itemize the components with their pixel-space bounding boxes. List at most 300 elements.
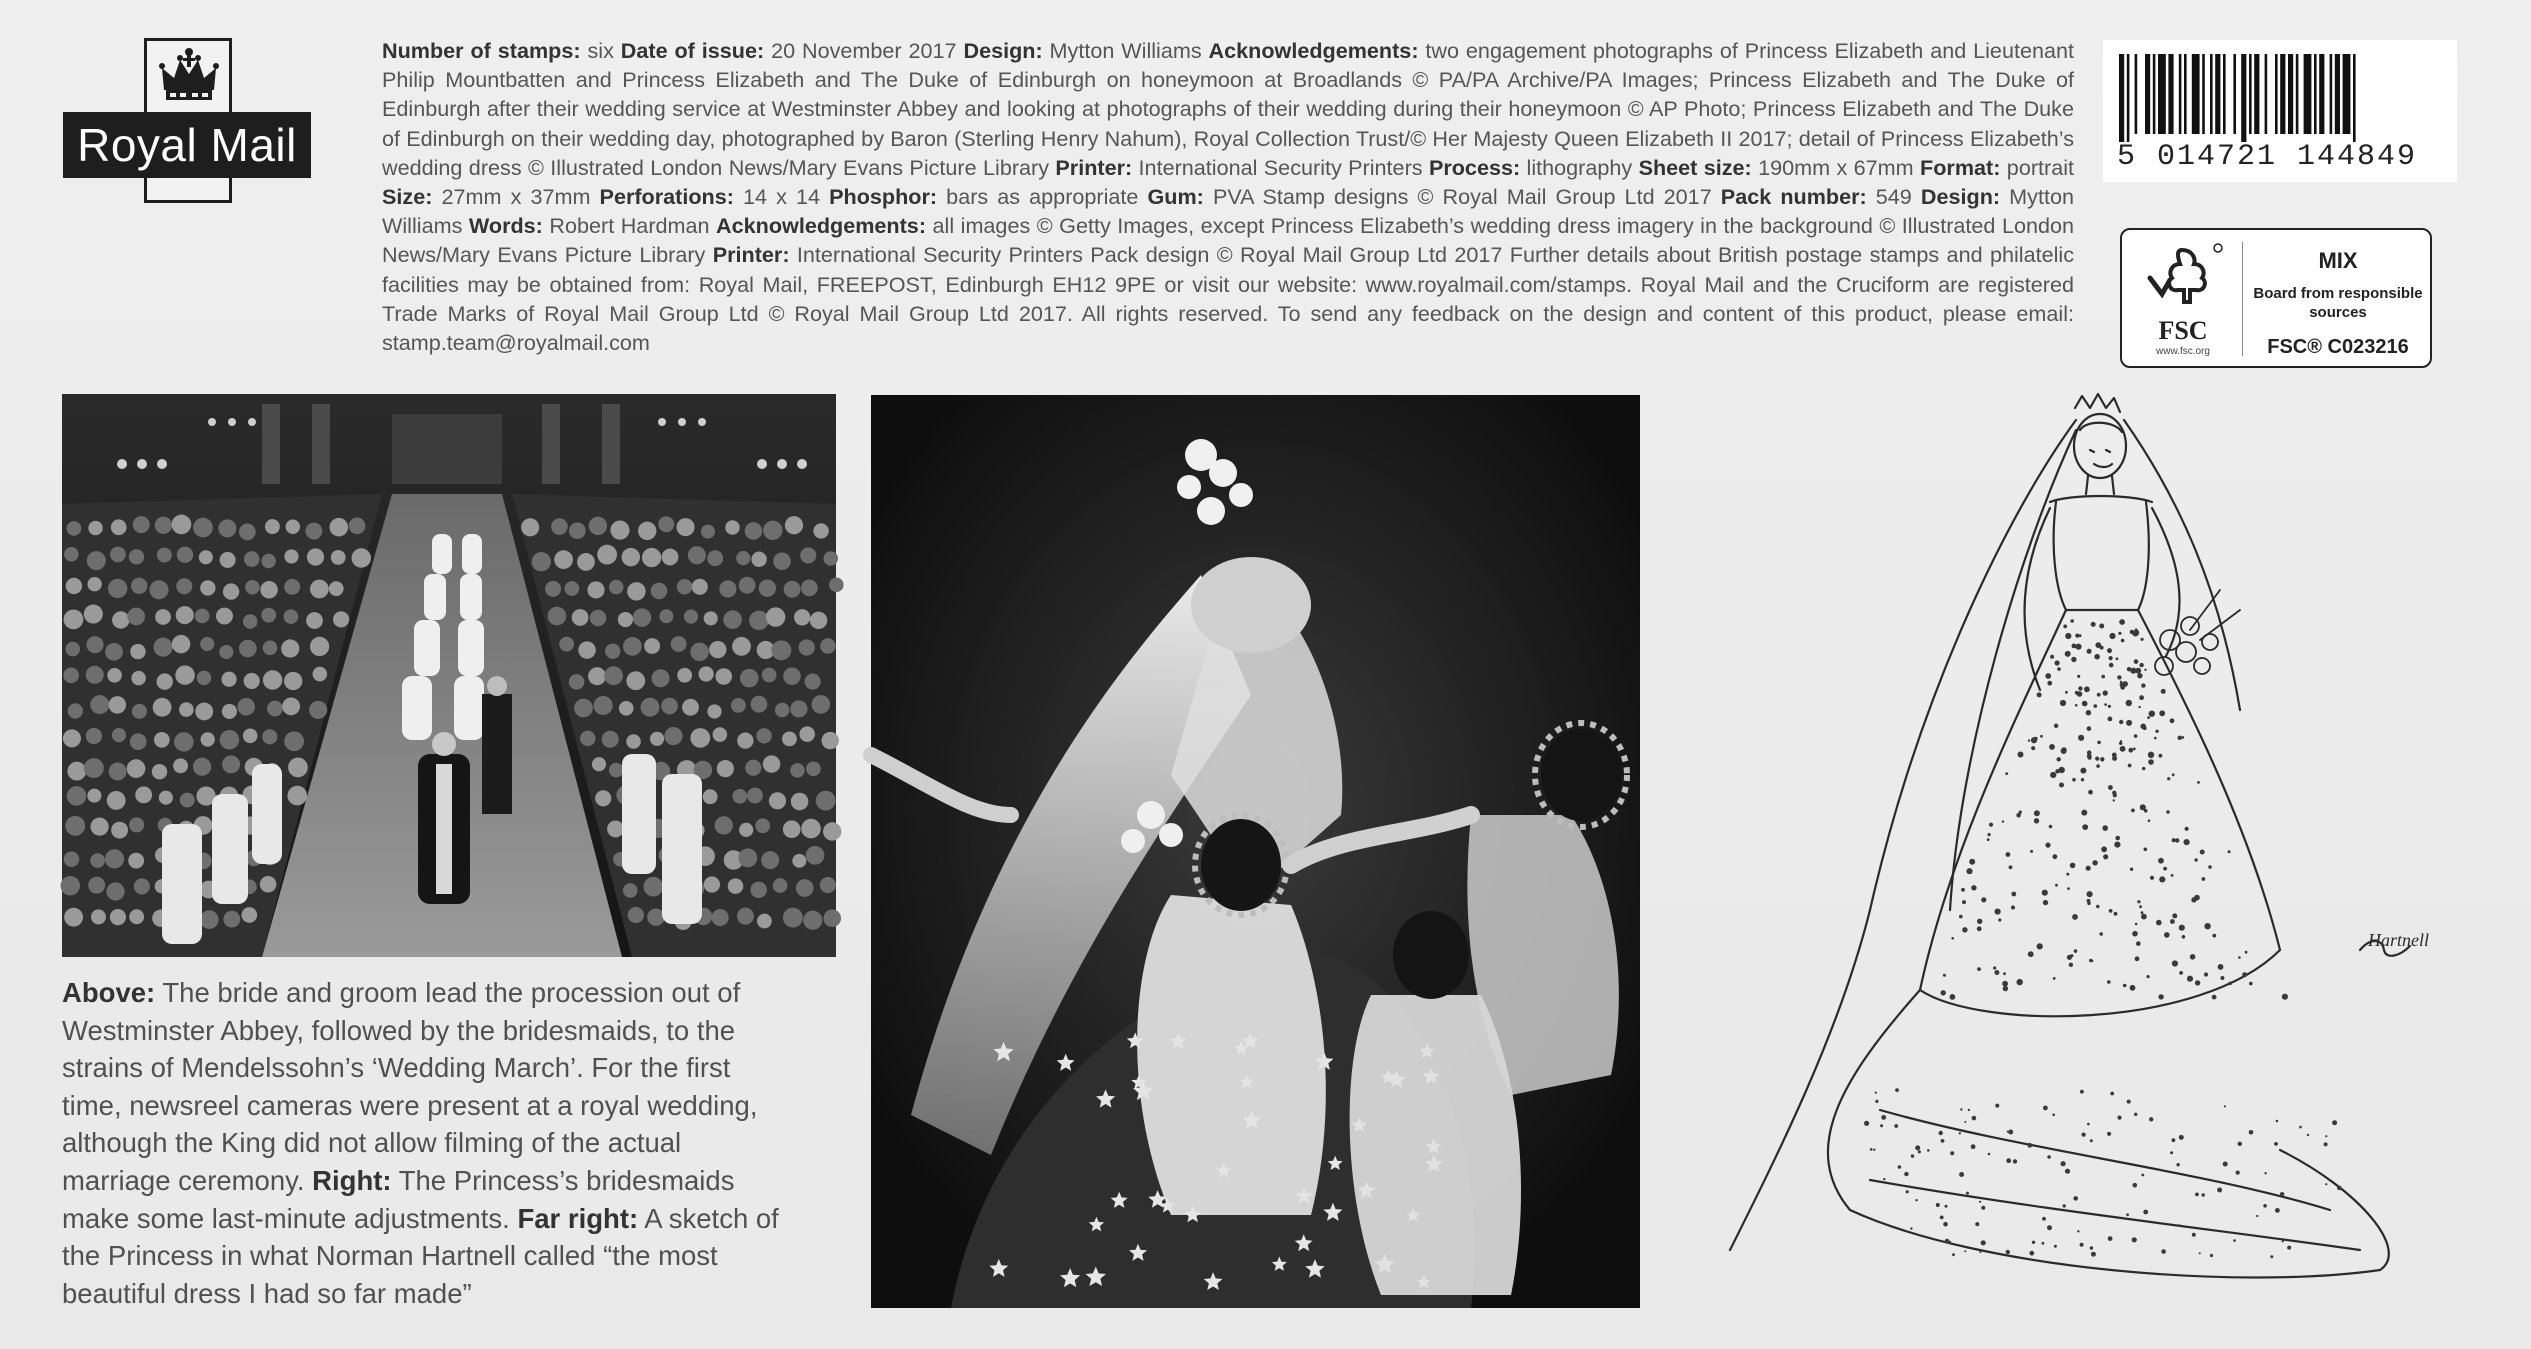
embroidery-dot [2118, 632, 2121, 635]
crowd-figure [175, 665, 194, 684]
credit-label: Acknowledgements: [1208, 38, 1419, 63]
barcode-bar [2304, 54, 2312, 134]
crowd-figure [68, 703, 83, 718]
crowd-figure [130, 733, 147, 750]
crowd-figure [90, 818, 108, 836]
crowd-figure [799, 639, 815, 655]
embroidery-dot [2170, 919, 2175, 924]
crowd-figure [715, 816, 733, 834]
embroidery-dot [1968, 1109, 1970, 1111]
crowd-figure [131, 578, 147, 594]
embroidery-dot [2134, 734, 2138, 738]
embroidery-dot [2097, 741, 2101, 745]
embroidery-dot [1964, 1121, 1966, 1123]
embroidery-dot [2167, 777, 2170, 780]
embroidery-dot [2006, 1250, 2010, 1254]
crowd-figure [749, 611, 769, 631]
crowd-figure [130, 644, 145, 659]
crowd-figure [521, 518, 539, 536]
embroidery-dot [2249, 982, 2253, 986]
crowd-figure [756, 728, 771, 743]
crowd-figure [195, 703, 213, 721]
crowd-figure [651, 583, 668, 600]
dress-sketch [1720, 390, 2429, 1300]
fsc-label [2120, 228, 2432, 368]
embroidery-dot [1977, 967, 1981, 971]
embroidery-dot [2182, 935, 2186, 939]
embroidery-dot [2132, 931, 2138, 937]
embroidery-dot [2332, 1120, 2337, 1125]
embroidery-dot [2116, 657, 2119, 660]
embroidery-dot [2228, 850, 2231, 853]
embroidery-dot [2134, 1113, 2137, 1116]
crowd-figure [790, 763, 804, 777]
crowd-figure [134, 878, 150, 894]
crowd-figure [262, 729, 277, 744]
crowd-figure [707, 704, 721, 718]
crowd-figure [801, 580, 818, 597]
embroidery-dot [1979, 1201, 1981, 1203]
embroidery-dot [2019, 811, 2022, 814]
embroidery-dot [2218, 964, 2224, 970]
crowd-figure [110, 909, 126, 925]
credit-label: Pack number: [1720, 184, 1867, 210]
crowd-figure [349, 517, 366, 534]
embroidery-dot [2143, 726, 2147, 730]
embroidery-dot [1981, 1240, 1986, 1245]
crowd-figure [86, 728, 102, 744]
embroidery-dot [1988, 1153, 1991, 1156]
crowd-figure [592, 757, 606, 771]
embroidery-dot [2194, 858, 2197, 861]
embroidery-dot [2049, 825, 2053, 829]
embroidery-dot [2149, 711, 2155, 717]
crowd-figure [200, 910, 219, 929]
crowd-figure [111, 822, 128, 839]
embroidery-dot [2127, 1100, 2131, 1104]
embroidery-dot [2089, 959, 2093, 963]
barcode-bar [2135, 54, 2138, 134]
crowd-figure [623, 637, 642, 656]
embroidery-dot [2109, 656, 2113, 660]
embroidery-dot [2088, 756, 2092, 760]
embroidery-dot [2031, 746, 2035, 750]
embroidery-dot [2115, 836, 2120, 841]
crowd-figure [88, 877, 105, 894]
crowd-figure [690, 643, 709, 662]
embroidery-dot [2139, 695, 2144, 700]
credits-text [382, 36, 2074, 357]
credit-value: portrait [2000, 154, 2075, 180]
crowd-figure [623, 883, 638, 898]
embroidery-dot [2137, 673, 2142, 678]
embroidery-dot [2084, 686, 2090, 692]
barcode-bar [2288, 54, 2293, 134]
embroidery-dot [2091, 622, 2096, 627]
embroidery-dot [2137, 900, 2140, 903]
credit-value: 14 x 14 [733, 184, 830, 210]
embroidery-dot [2075, 704, 2078, 707]
crowd-figure [87, 789, 101, 803]
credit-label: Size: [382, 184, 433, 210]
embroidery-dot [2210, 1254, 2213, 1257]
crowd-figure [128, 853, 144, 869]
crowd-figure [239, 524, 256, 541]
crowd-figure [641, 698, 660, 717]
crowd-figure [90, 695, 109, 714]
embroidery-dot [1880, 1124, 1883, 1127]
embroidery-dot [1883, 1178, 1885, 1180]
crowd-figure [64, 851, 80, 867]
embroidery-dot [1941, 990, 1946, 995]
credit-value: PVA Stamp designs © Royal Mail Group Ltd 2017 [1203, 184, 1721, 210]
barcode-bar [2153, 54, 2156, 134]
embroidery-dot [1962, 900, 1966, 904]
embroidery-dot [2002, 820, 2004, 822]
embroidery-dot [2065, 691, 2068, 694]
embroidery-dot [2087, 649, 2092, 654]
crowd-figure [154, 732, 170, 748]
embroidery-dot [2204, 923, 2210, 929]
barcode-digits: 5 014721 144849 [2117, 140, 2418, 174]
embroidery-dot [2138, 706, 2140, 708]
crowd-figure [823, 822, 841, 840]
barcode-bar [2210, 54, 2213, 134]
crowd-figure [112, 611, 129, 628]
embroidery-dot [2171, 874, 2174, 877]
crowd-figure [650, 732, 664, 746]
crowd-figure [282, 697, 300, 715]
embroidery-dot [2063, 625, 2067, 629]
embroidery-dot [2100, 757, 2104, 761]
embroidery-dot [2107, 1132, 2111, 1136]
embroidery-dot [1918, 1150, 1921, 1153]
barcode-bar [2335, 54, 2340, 134]
crowd-figure [605, 643, 620, 658]
embroidery-dot [2057, 757, 2061, 761]
embroidery-dot [2034, 818, 2039, 823]
crowd-figure [574, 699, 593, 718]
crowd-figure [197, 671, 211, 685]
embroidery-dot [2112, 756, 2117, 761]
fsc-divider [2242, 242, 2243, 356]
crowd-figure [589, 517, 607, 535]
embroidery-dot [2108, 785, 2113, 790]
credit-label: Printer: [1055, 154, 1133, 180]
embroidery-dot [2060, 700, 2066, 706]
crowd-figure [771, 640, 791, 660]
embroidery-dot [2204, 972, 2208, 976]
crowd-figure [773, 552, 791, 570]
crowd-figure [595, 790, 611, 806]
embroidery-dot [2042, 890, 2048, 896]
credit-label: Design: [963, 38, 1043, 63]
crowd-figure [176, 606, 194, 624]
embroidery-dot [2100, 646, 2104, 650]
embroidery-dot [2072, 778, 2076, 782]
embroidery-dot [2130, 985, 2136, 991]
embroidery-dot [2238, 1142, 2242, 1146]
embroidery-dot [2080, 1090, 2084, 1094]
credit-value: two engagement photographs of Princess Elizabeth and Lieutenant Philip Mountbatten and Princess Elizabeth and The Duke of Edinburgh on honeymoon at Broadlands © PA/PA Archive/PA Images; Princess Elizabeth and The Duke of Edinburgh after their wedding service at Westminster Abbey and looking at photographs of their wedding during their honeymoon © AP Photo; Princess Elizabeth and The Duke of Edinburgh on their wedding day, photographed by Baron (Sterling Henry Nahum), Royal Collection Trust/© Her Majesty Queen Elizabeth II 2017; detail of Princess Elizabeth’s wedding dress © Illustrated London News/Mary Evans Picture Library [382, 38, 2074, 180]
embroidery-dot [2077, 1230, 2079, 1232]
embroidery-dot [1962, 927, 1967, 932]
embroidery-dot [2066, 873, 2069, 876]
crowd-figure [284, 579, 300, 595]
embroidery-dot [2270, 1255, 2273, 1258]
embroidery-dot [2202, 1193, 2205, 1196]
embroidery-dot [2172, 773, 2175, 776]
barcode-bar [2179, 54, 2182, 134]
embroidery-dot [2149, 1117, 2153, 1121]
embroidery-dot [1915, 1199, 1917, 1201]
crowd-figure [704, 876, 720, 892]
crowd-figure [816, 791, 836, 811]
embroidery-dot [2242, 972, 2247, 977]
barcode-bar [2314, 54, 2317, 134]
embroidery-dot [2040, 735, 2043, 738]
crowd-figure [762, 668, 777, 683]
crowd-figure [261, 554, 275, 568]
crowd-figure [352, 548, 371, 567]
crowd-figure [820, 638, 835, 653]
embroidery-dot [2159, 876, 2165, 882]
crowd-figure [607, 821, 624, 838]
embroidery-dot [1943, 974, 1946, 977]
crowd-figure [709, 641, 726, 658]
crowd-figure [803, 911, 822, 930]
embroidery-dot [2135, 956, 2140, 961]
crowd-figure [736, 551, 750, 565]
crowd-figure [67, 786, 87, 806]
embroidery-dot [2133, 748, 2136, 751]
procession-photo [62, 394, 836, 957]
embroidery-dot [2094, 704, 2098, 708]
crowd-figure [602, 731, 619, 748]
crowd-figure [193, 518, 213, 538]
embroidery-dot [1864, 1121, 1869, 1126]
embroidery-dot [2126, 700, 2132, 706]
embroidery-dot [2192, 1233, 2196, 1237]
crowd-figure [737, 908, 754, 925]
sketch-signature: Hartnell [2368, 930, 2429, 950]
embroidery-dot [2133, 1183, 2138, 1188]
embroidery-dot [2121, 639, 2125, 643]
embroidery-dot [2217, 1188, 2222, 1193]
embroidery-dot [2337, 1186, 2342, 1191]
crowd-figure [195, 609, 210, 624]
embroidery-dot [2003, 986, 2008, 991]
embroidery-dot [2059, 767, 2065, 773]
embroidery-dot [2245, 951, 2248, 954]
embroidery-dot [2095, 757, 2099, 761]
barcode-bar [2254, 54, 2259, 134]
fsc-logo-text: FSC [2158, 316, 2208, 345]
crowd-figure [677, 579, 692, 594]
crowd-figure [200, 580, 215, 595]
crowd-figure [684, 609, 698, 623]
embroidery-dot [2011, 892, 2016, 897]
embroidery-dot [2054, 724, 2058, 728]
embroidery-dot [1989, 823, 1993, 827]
crowd-figure [784, 581, 801, 598]
embroidery-dot [2053, 854, 2058, 859]
crowd-figure [109, 696, 126, 713]
embroidery-dot [1936, 1203, 1940, 1207]
embroidery-dot [2172, 913, 2177, 918]
embroidery-dot [2003, 972, 2006, 975]
embroidery-dot [2187, 976, 2193, 982]
embroidery-dot [2144, 848, 2148, 852]
embroidery-dot [1959, 1172, 1964, 1177]
crowd-figure [564, 581, 579, 596]
embroidery-dot [2202, 877, 2206, 881]
embroidery-dot [2045, 673, 2051, 679]
embroidery-dot [2090, 1139, 2093, 1142]
embroidery-dot [2008, 1130, 2013, 1135]
barcode-bar [2249, 54, 2252, 134]
crowd-figure [155, 609, 171, 625]
embroidery-dot [1959, 915, 1963, 919]
embroidery-dot [1881, 1115, 1886, 1120]
embroidery-dot [2148, 752, 2154, 758]
embroidery-dot [1981, 897, 1986, 902]
crowd-figure [66, 578, 82, 594]
crowd-figure [712, 909, 729, 926]
crowd-figure [306, 612, 323, 629]
royal-mail-logo: Royal Mail [63, 112, 311, 178]
embroidery-dot [2088, 790, 2093, 795]
crowd-figure [179, 702, 194, 717]
barcode-bar [2145, 54, 2150, 134]
embroidery-dot [2009, 865, 2013, 869]
embroidery-dot [2110, 1092, 2114, 1096]
crowd-figure [243, 614, 258, 629]
crowd-figure [785, 516, 803, 534]
embroidery-dot [2072, 914, 2078, 920]
fsc-url: www.fsc.org [2156, 346, 2210, 357]
embroidery-dot [2161, 1249, 2166, 1254]
embroidery-dot [2109, 633, 2115, 639]
embroidery-dot [2113, 799, 2115, 801]
crowd-figure [67, 521, 82, 536]
embroidery-dot [2141, 1174, 2144, 1177]
embroidery-dot [2102, 825, 2108, 831]
crowd-figure [127, 759, 146, 778]
embroidery-dot [2195, 980, 2200, 985]
crowd-figure [65, 642, 80, 657]
embroidery-dot [2011, 906, 2015, 910]
embroidery-dot [2178, 1224, 2180, 1226]
crowd-figure [244, 551, 260, 567]
crowd-figure [133, 516, 150, 533]
barcode-bar [2296, 54, 2299, 134]
crowd-figure [627, 582, 646, 601]
embroidery-dot [2071, 657, 2076, 662]
embroidery-dot [2101, 675, 2105, 679]
embroidery-dot [2199, 1252, 2201, 1254]
embroidery-dot [2128, 764, 2132, 768]
embroidery-dot [2228, 982, 2232, 986]
crowd-figure [91, 909, 106, 924]
crowd-figure [159, 791, 173, 805]
crowd-figure [677, 668, 692, 683]
barcode-bar [2343, 54, 2351, 134]
crowd-figure [86, 666, 104, 684]
crowd-figure [84, 604, 103, 623]
embroidery-dot [1952, 1253, 1955, 1256]
crowd-figure [88, 521, 102, 535]
crowd-figure [173, 758, 188, 773]
embroidery-dot [2072, 644, 2077, 649]
crowd-figure [792, 854, 806, 868]
credit-value: 20 November 2017 [764, 38, 964, 63]
caption-label: Above: [62, 977, 156, 1008]
embroidery-dot [2148, 819, 2151, 822]
embroidery-dot [2120, 681, 2122, 683]
crowd-figure [305, 523, 322, 540]
embroidery-dot [2096, 905, 2099, 908]
fsc-code: FSC® C023216 [2267, 336, 2409, 358]
crowd-figure [728, 878, 744, 894]
embroidery-dot [2324, 1142, 2328, 1146]
crowd-figure [799, 726, 815, 742]
embroidery-dot [1927, 1149, 1930, 1152]
embroidery-dot [2161, 689, 2166, 694]
embroidery-dot [2108, 717, 2113, 722]
crowd-figure [659, 609, 673, 623]
crowd-figure [618, 612, 633, 627]
crowd-figure [671, 636, 687, 652]
barcode-bar [2275, 54, 2278, 134]
crowd-figure [174, 732, 193, 751]
crowd-figure [810, 612, 827, 629]
embroidery-dot [1971, 1144, 1976, 1149]
embroidery-dot [2130, 630, 2134, 634]
barcode-bar [2280, 54, 2285, 134]
barcode-bar [2233, 54, 2236, 134]
embroidery-dot [1961, 888, 1965, 892]
embroidery-dot [2128, 748, 2133, 753]
barcode-bar [2184, 54, 2187, 134]
embroidery-dot [1915, 1145, 1920, 1150]
embroidery-dot [1939, 1131, 1943, 1135]
crowd-figure [707, 550, 723, 566]
credit-label: Words: [468, 213, 543, 239]
embroidery-dot [2070, 619, 2074, 623]
embroidery-dot [2018, 752, 2024, 758]
crowd-figure [107, 668, 122, 683]
embroidery-dot [2061, 748, 2067, 754]
crowd-figure [559, 637, 574, 652]
embroidery-dot [2017, 979, 2023, 985]
crowd-figure [284, 549, 298, 563]
crowd-figure [155, 517, 172, 534]
crowd-figure [626, 734, 641, 749]
embroidery-dot [2047, 1225, 2052, 1230]
embroidery-dot [2061, 1161, 2066, 1166]
embroidery-dot [1873, 1149, 1875, 1151]
credit-value: Robert Hardman [542, 213, 717, 239]
embroidery-dot [1995, 909, 2001, 915]
crowd-figure [820, 877, 836, 893]
crowd-figure [717, 760, 734, 777]
crowd-figure [682, 699, 699, 716]
embroidery-dot [2276, 1120, 2279, 1123]
crowd-figure [284, 731, 304, 751]
embroidery-dot [2307, 1134, 2309, 1136]
crowd-figure [703, 789, 718, 804]
